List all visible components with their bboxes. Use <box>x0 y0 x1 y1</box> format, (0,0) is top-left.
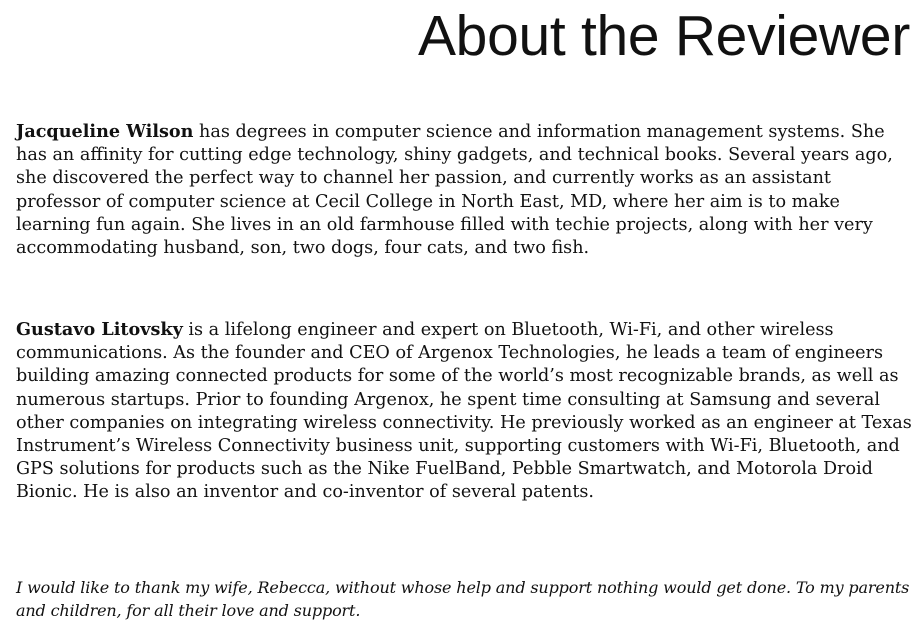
reviewer-bio-jacqueline-wilson <box>16 120 912 260</box>
acknowledgment-text: I would like to thank my wife, Rebecca, without whose help and support nothing would get done. To my parents and children, for all their love and support. <box>16 578 910 620</box>
reviewer-bio-text: is a lifelong engineer and expert on Bluetooth, Wi-Fi, and other wireless communications. As the founder and CEO of Argenox Technologies, he leads a team of engineers building amazing connected products for some of the world’s most recognizable brands, as well as numerous startups. Prior to founding Argenox, he spent time consulting at Samsung and several other companies on integrating wireless connectivity. He previously worked as an engineer at Texas Instrument’s Wireless Connectivity business unit, supporting customers with Wi-Fi, Bluetooth, and GPS solutions for products such as the Nike FuelBand, Pebble Smartwatch, and Motorola Droid Bionic. He is also an inventor and co-inventor of several patents. <box>16 320 912 503</box>
reviewer-bio-text: has degrees in computer science and information management systems. She has an affinity for cutting edge technology, shiny gadgets, and technical books. Several years ago, she discovered the perfect way to channel her passion, and currently works as an assistant professor of computer science at Cecil College in North East, MD, where her aim is to make learning fun again. She lives in an old farmhouse filled with techie projects, along with her very accommodating husband, son, two dogs, four cats, and two fish. <box>16 122 893 259</box>
reviewer-name: Jacqueline Wilson <box>16 121 194 142</box>
page-title: About the Reviewer <box>417 4 910 68</box>
reviewer-name: Gustavo Litovsky <box>16 319 183 340</box>
reviewer-bio-gustavo-litovsky <box>16 318 912 505</box>
